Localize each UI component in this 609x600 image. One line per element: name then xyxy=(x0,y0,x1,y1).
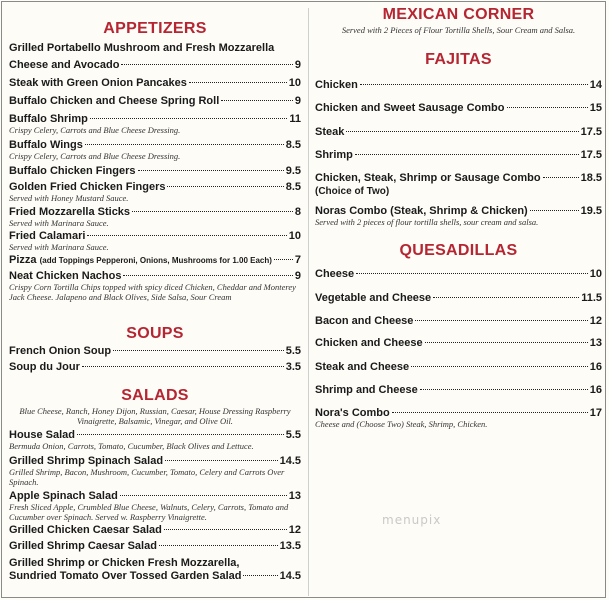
appetizers-intro: Grilled Portabello Mushroom and Fresh Mozzarella xyxy=(9,42,275,54)
menu-item: Noras Combo (Steak, Shrimp & Chicken) 19.5 Served with 2 pieces of flour tortilla shells, sour cream and salsa. xyxy=(315,205,602,227)
menu-item: Grilled Chicken Caesar Salad 12 xyxy=(9,524,301,536)
menu-item: Buffalo Chicken Fingers 9.5 xyxy=(9,165,301,177)
menu-item: Nora's Combo 17 Cheese and (Choose Two) Steak, Shrimp, Chicken. xyxy=(315,407,602,429)
menu-item: Shrimp and Cheese 16 xyxy=(315,384,602,396)
menu-item: Golden Fried Chicken Fingers 8.5 Served with Honey Mustard Sauce. xyxy=(9,181,301,203)
menu-item: Apple Spinach Salad 13 Fresh Sliced Apple, Crumbled Blue Cheese, Walnuts, Celery, Carrots, Tomato and Cucumber over Spinach. Served w. Raspberry Vinaigrette. xyxy=(9,490,301,522)
menu-item: Buffalo Wings 8.5 Crispy Celery, Carrots and Blue Cheese Dressing. xyxy=(9,139,301,161)
menu-item: Grilled Shrimp Spinach Salad 14.5 Grilled Shrimp, Bacon, Mushroom, Cucumber, Tomato, Celery and Carrots Over Spinach. xyxy=(9,455,301,487)
menu-item: Cheese and Avocado 9 xyxy=(9,59,301,71)
menu-item: Neat Chicken Nachos 9 Crispy Corn Tortilla Chips topped with spicy diced Chicken, Cheddar and Monterey Jack Cheese. Jalapeno and Black Olives, Side Salsa, Sour Cream xyxy=(9,270,301,302)
menu-item: Buffalo Shrimp 11 Crispy Celery, Carrots and Blue Cheese Dressing. xyxy=(9,113,301,135)
menu-item: Cheese 10 xyxy=(315,268,602,280)
menu-item: Vegetable and Cheese 11.5 xyxy=(315,292,602,304)
menu-item: Grilled Shrimp or Chicken Fresh Mozzarella, Sundried Tomato Over Tossed Garden Salad 14.5 xyxy=(9,557,301,582)
menu-item: Pizza (add Toppings Pepperoni, Onions, Mushrooms for 1.00 Each) 7 xyxy=(9,254,301,266)
menu-item: Steak 17.5 xyxy=(315,126,602,138)
fajitas-heading: FAJITAS xyxy=(425,51,492,68)
appetizers-heading: APPETIZERS xyxy=(103,20,207,37)
menu-item: Chicken and Cheese 13 xyxy=(315,337,602,349)
menu-item: Shrimp 17.5 xyxy=(315,149,602,161)
menu-item: Steak with Green Onion Pancakes 10 xyxy=(9,77,301,89)
mexican-corner-heading: MEXICAN CORNER xyxy=(382,6,535,23)
menu-item: Chicken 14 xyxy=(315,79,602,91)
menu-item: French Onion Soup 5.5 xyxy=(9,345,301,357)
menu-item: Fried Mozzarella Sticks 8 Served with Marinara Sauce. xyxy=(9,206,301,228)
menu-page xyxy=(1,1,606,598)
soups-heading: SOUPS xyxy=(126,325,184,342)
menu-item: Soup du Jour 3.5 xyxy=(9,361,301,373)
menu-item: Chicken and Sweet Sausage Combo 15 xyxy=(315,102,602,114)
salads-heading: SALADS xyxy=(121,387,189,404)
menu-item: House Salad 5.5 Bermuda Onion, Carrots, Tomato, Cucumber, Black Olives and Lettuce. xyxy=(9,429,301,451)
menu-item: Fried Calamari 10 Served with Marinara Sauce. xyxy=(9,230,301,252)
menu-item: Steak and Cheese 16 xyxy=(315,361,602,373)
menu-item: Buffalo Chicken and Cheese Spring Roll 9 xyxy=(9,95,301,107)
menu-item: Bacon and Cheese 12 xyxy=(315,315,602,327)
column-divider xyxy=(308,8,309,596)
mexican-corner-note: Served with 2 Pieces of Flour Tortilla Shells, Sour Cream and Salsa. xyxy=(341,25,576,35)
menu-item: Chicken, Steak, Shrimp or Sausage Combo 18.5 (Choice of Two) xyxy=(315,172,602,197)
menu-item: Grilled Shrimp Caesar Salad 13.5 xyxy=(9,540,301,552)
watermark: menupix xyxy=(382,513,442,527)
quesadillas-heading: QUESADILLAS xyxy=(399,242,518,259)
salad-dressing-note: Blue Cheese, Ranch, Honey Dijon, Russian, Caesar, House Dressing Raspberry Vinaigrette, Balsamic, Vinegar, and Olive Oil. xyxy=(19,406,291,426)
